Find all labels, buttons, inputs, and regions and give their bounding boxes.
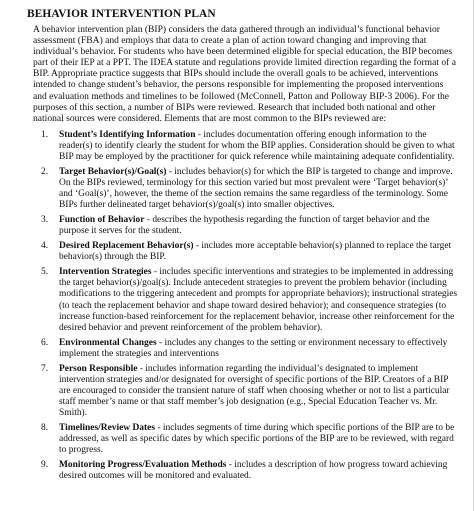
- item-number: 5.: [41, 267, 49, 278]
- intro-paragraph: A behavior intervention plan (BIP) considers the data gathered through an individual’s functional behavior assessment (FBA) and employs that data to create a plan of action toward changing and improving that individual’s behavior. For students who have been determined eligible for special education, the BIP becomes part of their IEP at a PPT. The IDEA statute and regulations provide limited direction regarding the format of a BIP. Appropriate practice suggests that BIPs should include the overall goals to be achieved, interventions intended to change student’s behavior, the persons responsible for implementing the proposed interventions and evaluation methods and timelines to be followed (McConnell, Patton and Polloway BIP-3 2006). For the purposes of this section, a number of BIPs were reviewed. Research that included both national and other national sources were considered. Elements that are most common to the BIPs reviewed are:: [33, 24, 456, 124]
- item-number: 1.: [41, 129, 49, 140]
- list-item: [41, 267, 459, 333]
- list-item: [41, 423, 459, 456]
- item-number: 9.: [41, 460, 49, 471]
- elements-list: [27, 130, 459, 482]
- item-text: - includes a description of how progress toward achieving desired outcomes will be monitored and evaluated.: [59, 460, 448, 482]
- list-item: [41, 130, 459, 163]
- item-text: - includes more acceptable behavior(s) planned to replace the target behavior(s) through the BIP.: [59, 241, 452, 263]
- item-number: 3.: [41, 215, 49, 226]
- item-number: 6.: [41, 337, 49, 348]
- item-text: - includes behavior(s) for which the BIP is targeted to change and improve. On the BIPs reviewed, terminology for this section varied but most prevalent were ‘Target behavior(s)’ and ‘Goal(s)’, however, the theme of the section remains the same regardless of the terminology. Some BIPs further delineated target behavior(s)/goal(s) into smaller objectives.: [59, 166, 453, 211]
- item-term: Person Responsible: [59, 363, 138, 374]
- list-item: [41, 364, 459, 419]
- item-number: 2.: [41, 166, 49, 177]
- item-text: - includes segments of time during which specific portions of the BIP are to be addressed, as well as specific dates by which specific portions of the BIP are to be reviewed, with regard to progress.: [59, 422, 455, 456]
- item-term: Function of Behavior: [59, 215, 145, 226]
- item-term: Target Behavior(s)/Goal(s): [59, 166, 167, 177]
- item-term: Timelines/Review Dates: [59, 422, 156, 433]
- item-text: - includes information regarding the individual’s designated to implement intervention strategies and/or designated for oversight of specific portions of the BIP. Creators of a BIP are encouraged to consider the transient nature of staff when choosing whether or not to list a particular staff member’s name or that staff member’s job designation (e.g., Special Education Teacher vs. Mr. Smith).: [59, 363, 450, 418]
- item-number: 8.: [41, 422, 49, 433]
- list-item: [41, 215, 459, 237]
- page-title: BEHAVIOR INTERVENTION PLAN: [27, 8, 216, 20]
- item-number: 7.: [41, 363, 49, 374]
- list-item: [41, 241, 459, 263]
- item-term: Intervention Strategies: [59, 267, 152, 278]
- item-text: - includes any changes to the setting or environment necessary to effectively implement the strategies and interventions: [59, 337, 448, 359]
- item-term: Environmental Changes: [59, 337, 157, 348]
- item-term: Desired Replacement Behavior(s): [59, 241, 194, 252]
- item-text: - includes specific interventions and strategies to be implemented in addressing the target behavior(s)/goal(s). Include antecedent strategies to prevent the problem behavior (including modifications to the triggering antecedent and prompts for appropriate behaviors); instructional strategies (to teach the replacement behavior and shape toward desired behavior); and consequence strategies (to increase function-based reinforcement for the replacement behavior, increase other reinforcement for the desired behavior and prevent reinforcement of the problem behavior).: [59, 267, 458, 333]
- list-item: [41, 167, 459, 211]
- item-text: - describes the hypothesis regarding the function of target behavior and the purpose it serves for the student.: [59, 215, 430, 237]
- list-item: [41, 338, 459, 360]
- item-text: - includes documentation offering enough information to the reader(s) to identify clearly the student for whom the BIP applies. Consideration should be given to what BIP may be employed by the practitioner for quick reference while maintaining adequate confidentiality.: [59, 129, 455, 162]
- item-term: Monitoring Progress/Evaluation Methods: [59, 460, 227, 471]
- list-item: [41, 460, 459, 482]
- item-term: Student’s Identifying Information: [59, 129, 196, 140]
- item-number: 4.: [41, 241, 49, 252]
